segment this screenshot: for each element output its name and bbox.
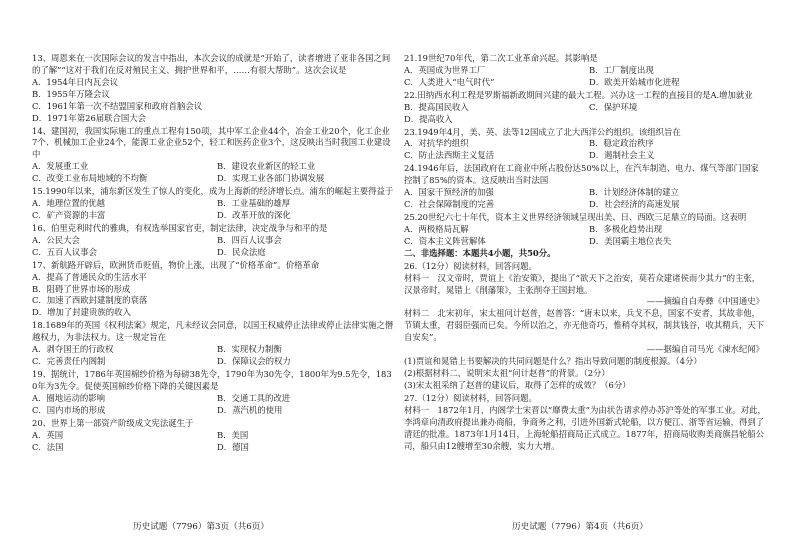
option-d: D．蒸汽机的使用 <box>217 404 283 415</box>
option-b: B．工厂制度出现 <box>589 64 654 75</box>
options <box>404 102 766 126</box>
option-d: D．民众法庭 <box>217 246 266 257</box>
material-1: 材料一 1872年1月，内阁学士宋晋以“靡费太重”为由状告请求停办苏沪等处的军事工业。对此，李鸿章向清政府提出兼办商船，争商务之利，引进外国新式轮船，以方便江、浙等省运输，得到了清廷的批准。1873年1月14日，上海轮船招商局正式成立。1877年，招商局收购美商旗昌轮船公司，船只由12艘增至30余艘，实力大增。 <box>404 404 766 451</box>
option-c: C．加速了西欧封建制度的衰落 <box>32 295 148 306</box>
question-stem: 20、世界上第一部资产阶级成文宪法诞生于 <box>32 417 194 428</box>
question-stem: 19、据统计，1786年英国棉纱价格为每磅38先令，1790年为30先令，1800年为9.5先令，1830年为3先令。促使英国棉纱价格下降的关键因素是 <box>32 368 392 391</box>
option-b: B．稳定政治秩序 <box>589 138 654 149</box>
options <box>32 393 394 417</box>
option-a: A．英国成为世界工厂 <box>404 64 486 75</box>
question-13 <box>32 53 394 125</box>
option-d: D．增加了封建贵族的收入 <box>32 307 131 318</box>
option-d: D．社会经济的高速发展 <box>589 199 680 210</box>
options <box>404 138 766 162</box>
question-stem: 16、伯里克利时代的雅典，有权选举国家官吏，制定法律，决定战争与和平的是 <box>32 222 328 233</box>
material-source: ——据编自司马光《涑水纪闻》 <box>646 344 764 355</box>
option-a: A．英国 <box>32 429 64 440</box>
option-d: D．遏制社会主义 <box>589 150 655 161</box>
page-footer: 历史试题（7796）第4页（共6页） <box>512 522 648 532</box>
option-d: D．德国 <box>217 441 249 452</box>
options <box>404 65 766 89</box>
option-b: B．建设农业新区的轻工业 <box>217 161 316 172</box>
option-d: D．美国霸主地位丧失 <box>589 235 672 246</box>
sub-question: (3)宋太祖采纳了赵普的建议后，取得了怎样的成效？（6分） <box>404 379 631 390</box>
option-c: C．人类进入“电气时代” <box>404 76 495 87</box>
options <box>32 272 394 320</box>
question-22 <box>404 90 766 126</box>
option-c: C．矿产资源的丰富 <box>32 209 106 220</box>
right-column <box>404 52 766 452</box>
question-stem: 26.（12分）阅读材料，回答问题。 <box>404 260 537 271</box>
option-c: C．完善责任内阁制 <box>32 356 106 367</box>
option-b: B．工业基础的雄厚 <box>217 198 291 209</box>
left-column <box>32 52 394 453</box>
question-stem: 27.（12分）阅读材料，回答问题。 <box>404 392 537 403</box>
question-21 <box>404 53 766 89</box>
option-a: A．剥夺国王的行政权 <box>32 344 114 355</box>
section-heading: 二、非选择题：本题共4小题，共50分。 <box>404 247 556 258</box>
option-b: B．计划经济体制的建立 <box>589 187 679 198</box>
option-a: A．公民大会 <box>32 234 80 245</box>
option-b: B．四百人议事会 <box>217 234 282 245</box>
options <box>32 161 394 185</box>
question-stem: 22.田纳西水利工程是罗斯福新政期间兴建的最大工程。兴办这一工程的直接目的是A.增加就业 <box>404 89 753 100</box>
sub-question: (2)根据材料二，说明宋太祖“问计赵普”的背景。（2分） <box>404 367 610 378</box>
question-stem: 18.1689年的英国《权利法案》规定，凡未经议会同意，以国王权威停止法律或停止法律实施之僭越权力，为非法权力。这一规定旨在 <box>32 320 394 343</box>
question-stem: 25.20世纪六七十年代，资本主义世界经济领域呈现出美、日、西欧三足鼎立的局面。这表明 <box>404 211 747 222</box>
option-c: C．五百人议事会 <box>32 246 98 257</box>
options <box>404 187 766 211</box>
option-c: C．改变工业布局地域的不均衡 <box>32 173 148 184</box>
question-18 <box>32 320 394 368</box>
option-a: A．国家干预经济的加强 <box>404 187 494 198</box>
option-b: B．交通工具的改进 <box>217 392 291 403</box>
option-d: D．1971年第26届联合国大会 <box>32 112 147 123</box>
question-19 <box>32 369 394 417</box>
option-c: C．国内市场的形成 <box>32 404 106 415</box>
option-c: C．法国 <box>32 441 64 452</box>
question-27 <box>404 393 766 453</box>
option-b: B．多极化趋势出现 <box>589 223 663 234</box>
options <box>32 430 394 454</box>
option-a: A．对抗华约组织 <box>404 138 469 149</box>
option-a: A．圈地运动的影响 <box>32 392 106 403</box>
option-c: C．资本主义阵营解体 <box>404 235 486 246</box>
option-b: B．1955年万隆会议 <box>32 88 110 99</box>
options <box>32 198 394 222</box>
option-b: B．美国 <box>217 429 249 440</box>
option-c: C．社会保障制度的完善 <box>404 199 495 210</box>
question-17 <box>32 260 394 320</box>
question-14 <box>32 126 394 186</box>
options <box>32 235 394 259</box>
question-stem: 14、建国初，我国实际施工的重点工程有150项，其中军工企业44个，冶金工业20个，化工企业7个、机械加工企业24个，能源工业企业52个，轻工和医药企业3个，这反映出当时我国工业建设中 <box>32 125 391 160</box>
option-c: C．保护环境 <box>589 101 638 112</box>
question-24 <box>404 163 766 211</box>
question-stem: 24.1946年后，法国政府在工商业中所占股份达50%以上，在汽车制造、电力、煤气等部门国家控制了85%的资本。这反映出当时法国 <box>404 163 759 186</box>
question-20 <box>32 418 394 454</box>
option-d: D．保障议会的权力 <box>217 356 291 367</box>
question-16 <box>32 223 394 259</box>
option-a: A．两极格局瓦解 <box>404 223 469 234</box>
option-b: B．阻碍了世界市场的形成 <box>32 283 131 294</box>
option-a: A．1954年日内瓦会议 <box>32 76 118 87</box>
question-stem: 13、周恩来在一次国际会议的发言中指出，本次会议的成就是“开始了，读者增进了亚非各国之间的了解”“这对于我们在反对殖民主义、拥护世界和平，……有很大帮助”。这次会议是 <box>32 53 391 75</box>
material-source: ——摘编自白寿彝《中国通史》 <box>646 296 764 307</box>
options <box>32 344 394 368</box>
option-b: B．实现权力制衡 <box>217 344 282 355</box>
option-d: D．提高收入 <box>404 113 453 124</box>
question-stem: 23.1949年4月，美、英、法等12国成立了北大西洋公约组织。该组织旨在 <box>404 126 681 137</box>
option-c: C．1961年第一次不结盟国家和政府首脑会议 <box>32 100 203 111</box>
option-d: D．实现工业各部门协调发展 <box>217 173 325 184</box>
material-2: 材料二 北宋初年，宋太祖问计赵普，赵普答：“唐末以来，兵戈不息，国家不安者，其故非他，节镇太重，君弱臣强而已矣。今所以治之，亦无他奇巧，惟稍夺其权，制其钱谷，收其精兵，天下自安矣”。 <box>404 308 765 343</box>
option-d: D．改革开放的深化 <box>217 209 291 220</box>
option-a: A．地理位置的优越 <box>32 198 106 209</box>
option-c: C．防止法西斯主义复活 <box>404 150 495 161</box>
question-stem: 17、新航路开辟后，欧洲货币贬值，物价上涨，出现了“价格革命”。价格革命 <box>32 259 320 270</box>
options <box>404 224 766 248</box>
option-a: A．发展重工业 <box>32 161 89 172</box>
material-1: 材料一 汉文帝时，贾谊上《治安策》，提出了“欲天下之治安，莫若众建诸侯而少其力”的主张，汉景帝时，晁错上《削藩策》，主张削夺王国封地。 <box>404 272 761 295</box>
sub-question: (1)贾谊和晁错上书要解决的共同问题是什么？指出导致问题的制度根源。（4分） <box>404 356 702 367</box>
question-15 <box>32 186 394 222</box>
option-b: B．提高国民收入 <box>404 101 469 112</box>
question-25 <box>404 212 766 248</box>
question-26 <box>404 261 766 392</box>
options <box>32 77 394 125</box>
question-stem: 15.1990年以来，浦东新区发生了惊人的变化，成为上海新的经济增长点。浦东的崛起主要得益于 <box>32 186 394 197</box>
option-d: D．欧美开始城市化进程 <box>589 76 680 87</box>
question-stem: 21.19世纪70年代，第二次工业革命兴起。其影响是 <box>404 53 598 63</box>
question-23 <box>404 127 766 163</box>
page-footer: 历史试题（7796）第3页（共6页） <box>133 522 269 532</box>
option-a: A．提高了普通民众的生活水平 <box>32 271 147 282</box>
